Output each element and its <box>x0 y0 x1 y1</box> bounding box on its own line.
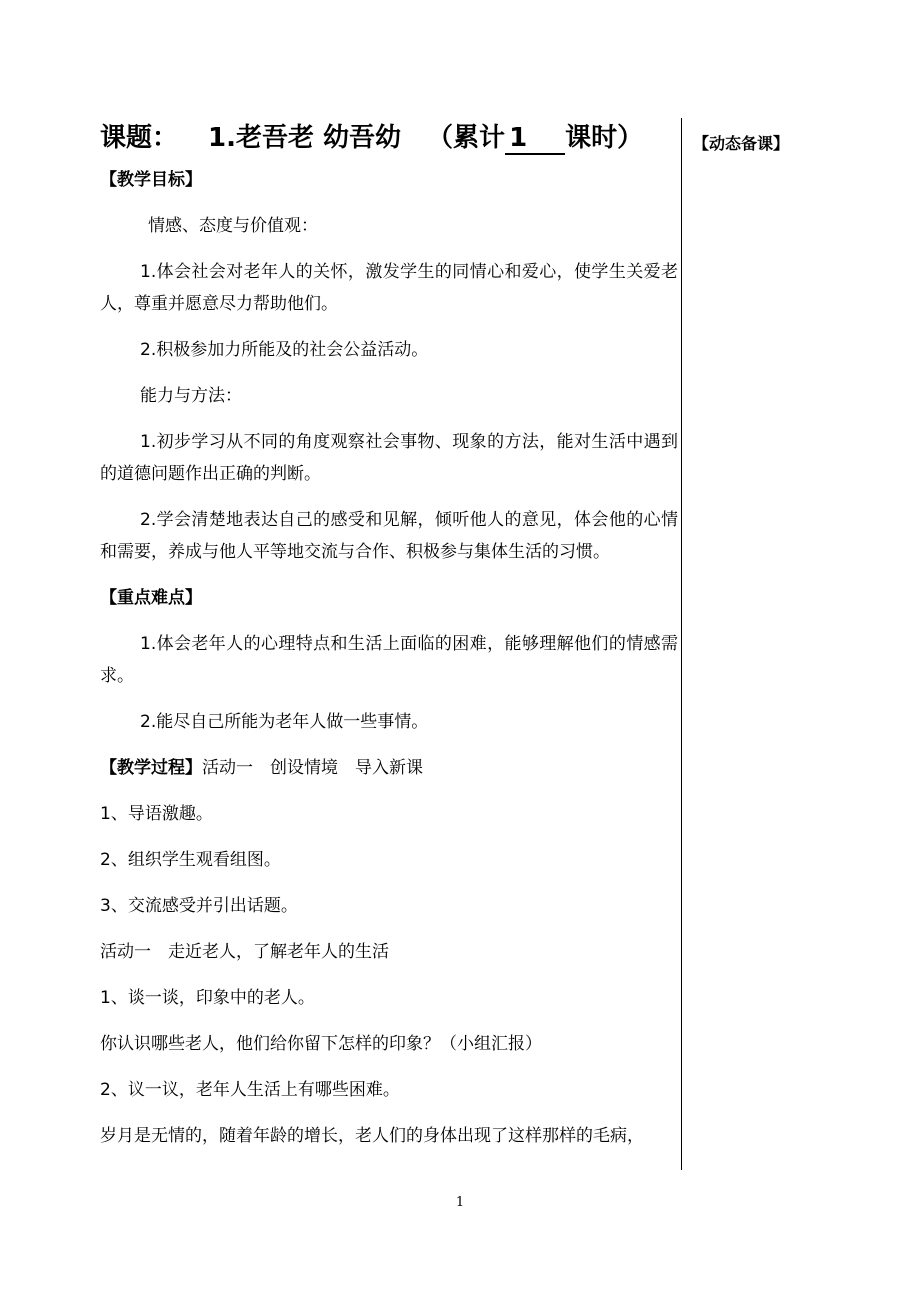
process-step-1: 1、导语激趣。 <box>100 804 213 824</box>
lesson-count-value: 1 <box>505 123 565 155</box>
goals-heading: 【教学目标】 <box>100 170 202 190</box>
lesson-name: 1.老吾老 幼吾幼 <box>208 123 402 153</box>
activity1-line-4: 岁月是无情的，随着年龄的增长，老人们的身体出现了这样那样的毛病， <box>100 1126 644 1146</box>
column-divider <box>681 118 682 1170</box>
ability-item-1: 1.初步学习从不同的角度观察社会事物、现象的方法，能对生活中遇到的道德问题作出正确的判断。 <box>100 432 678 484</box>
process-line <box>100 752 678 784</box>
page-number: 1 <box>455 1195 465 1210</box>
count-suffix: 课时） <box>565 123 644 153</box>
process-step-2: 2、组织学生观看组图。 <box>100 850 281 870</box>
emotion-heading: 情感、态度与价值观： <box>148 216 318 236</box>
count-prefix: （累计 <box>427 123 506 153</box>
process-step-3: 3、交流感受并引出话题。 <box>100 896 298 916</box>
activity1-line-2: 你认识哪些老人，他们给你留下怎样的印象？（小组汇报） <box>100 1034 542 1054</box>
activity1-line-3: 2、议一议，老年人生活上有哪些困难。 <box>100 1080 400 1100</box>
emotion-item-1: 1.体会社会对老年人的关怀，激发学生的同情心和爱心，使学生关爱老人，尊重并愿意尽力帮助他们。 <box>100 262 678 314</box>
emotion-item-2: 2.积极参加力所能及的社会公益活动。 <box>140 340 429 360</box>
process-activity: 活动一 创设情境 导入新课 <box>202 758 423 778</box>
key-points-heading: 【重点难点】 <box>100 588 202 608</box>
lesson-title <box>100 118 678 158</box>
activity1-heading: 活动一 走近老人，了解老年人的生活 <box>100 942 389 962</box>
process-heading: 【教学过程】 <box>100 758 202 778</box>
title-prefix: 课题： <box>100 123 179 153</box>
ability-item-2: 2.学会清楚地表达自己的感受和见解，倾听他人的意见，体会他的心情和需要，养成与他人平等地交流与合作、积极参与集体生活的习惯。 <box>100 510 678 562</box>
key-item-2: 2.能尽自己所能为老年人做一些事情。 <box>140 712 429 732</box>
lesson-plan-main-column <box>100 118 678 1152</box>
dynamic-prep-label: 【动态备课】 <box>693 134 790 153</box>
ability-heading: 能力与方法： <box>140 386 242 406</box>
key-item-1: 1.体会老年人的心理特点和生活上面临的困难，能够理解他们的情感需求。 <box>100 634 678 686</box>
activity1-line-1: 1、谈一谈，印象中的老人。 <box>100 988 315 1008</box>
